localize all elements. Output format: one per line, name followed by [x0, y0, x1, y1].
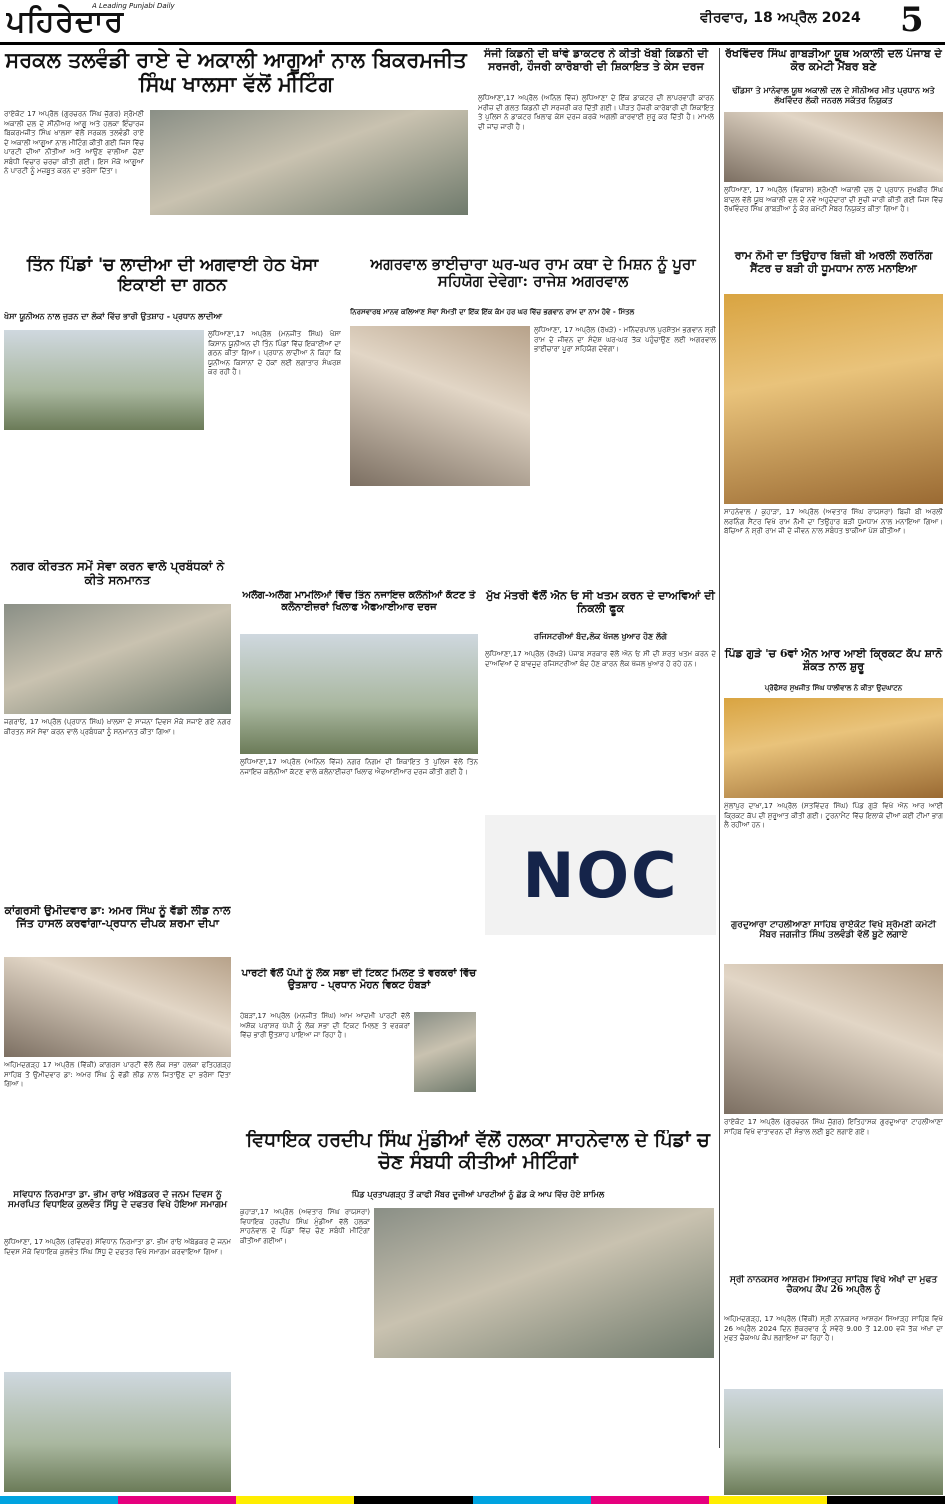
masthead-tagline: A Leading Punjabi Daily [92, 2, 175, 10]
article-a2-body: ਲੁਧਿਆਣਾ,17 ਅਪ੍ਰੈਲ (ਅਨਿਲ ਵਿੱਜ) ਲੁਧਿਆਣਾ ਦੇ ਇੱਕ ਡਾਕਟਰ ਦੀ ਲਾਪਰਵਾਹੀ ਕਾਰਨ ਮਰੀਜ਼ ਦੀ ਗਲਤ ਕਿਡਨੀ ਦੀ ਸਰਜਰੀ ਕਰ ਦਿੱਤੀ ਗਈ। ਪੀੜਤ ਹੌਜਰੀ ਕਾਰੋਬਾਰੀ ਦੀ ਸ਼ਿਕਾਇਤ ਤੇ ਪੁਲਿਸ ਨੇ ਡਾਕਟਰ ਖਿਲਾਫ ਕੇਸ ਦਰਜ ਕਰਕੇ ਅਗਲੀ ਕਾਰਵਾਈ ਸ਼ੁਰੂ ਕਰ ਦਿੱਤੀ ਹੈ। ਮਾਮਲੇ ਦੀ ਜਾਂਚ ਜਾਰੀ ਹੈ। [478, 94, 714, 131]
article-a8-headline: ਅਲੱਗ-ਅਲੱਗ ਮਾਮਲਿਆਂ ਵਿੱਚ ਤਿੰਨ ਨਜਾਇਜ਼ ਕਲੋਨੀਆਂ ਕੱਟਣ ਤੇ ਕਲੋਨਾਈਜ਼ਰਾਂ ਖਿਲਾਫ ਐਫਆਈਆਰ ਦਰਜ [242, 590, 476, 613]
article-a4-headline: ਰਾਮ ਨੌਮੀ ਦਾ ਤਿਉਹਾਰ ਬਿਜ਼ੀ ਬੀ ਅਰਲੀ ਲਰਨਿੰਗ ਸੈਂਟਰ ਚ ਬੜੀ ਹੀ ਧੂਮਧਾਮ ਨਾਲ ਮਨਾਇਆ [734, 250, 933, 275]
article-a6 [348, 256, 718, 586]
article-a9 [483, 590, 718, 1070]
article-a6-photo [350, 326, 530, 486]
article-a15-body: ਰਾਏਕੋਟ 17 ਅਪ੍ਰੈਲ (ਗੁਰਚਰਨ ਸਿੰਘ ਜੁੱਗਰ) ਇਤਿਹਾਸਕ ਗੁਰਦੁਆਰਾ ਟਾਹਲੀਆਣਾ ਸਾਹਿਬ ਵਿਖੇ ਵਾਤਾਵਰਨ ਦੀ ਸੰਭਾਲ ਲਈ ਬੂਟੇ ਲਗਾਏ ਗਏ। [724, 1118, 943, 1136]
article-a8-photo [240, 634, 478, 754]
article-a6-headline: ਅਗਰਵਾਲ ਭਾਈਚਾਰਾ ਘਰ-ਘਰ ਰਾਮ ਕਥਾ ਦੇ ਮਿਸ਼ਨ ਨੂੰ ਪੂਰਾ ਸਹਿਯੋਗ ਦੇਵੇਗਾ: ਰਾਜੇਸ਼ ਅਗਰਵਾਲ [370, 256, 696, 291]
article-a8-body: ਲੁਧਿਆਣਾ,17 ਅਪ੍ਰੈਲ (ਅਨਿਲ ਵਿੱਜ) ਨਗਰ ਨਿਗਮ ਦੀ ਸ਼ਿਕਾਇਤ ਤੇ ਪੁਲਿਸ ਵੱਲੋਂ ਤਿੰਨ ਨਜਾਇਜ਼ ਕਲੋਨੀਆਂ ਕੱਟਣ ਵਾਲੇ ਕਲੋਨਾਈਜ਼ਰਾਂ ਖਿਲਾਫ ਐਫਆਈਆਰ ਦਰਜ ਕੀਤੀ ਗਈ ਹੈ। [240, 758, 478, 776]
color-registration-bar [0, 1496, 945, 1507]
article-a15-headline: ਗੁਰਦੁਆਰਾ ਟਾਹਲੀਆਣਾ ਸਾਹਿਬ ਰਾਏਕੋਟ ਵਿਖੇ ਸ਼੍ਰੋਮਣੀ ਕਮੇਟੀ ਮੈਂਬਰ ਜਗਜੀਤ ਸਿੰਘ ਤਲਵੰਡੀ ਵੱਲੋਂ ਬੂਟੇ ਲਗਾਏ [731, 920, 936, 941]
article-a1-photo [150, 110, 468, 215]
article-a12-photo [414, 1012, 476, 1092]
article-a16-headline: ਸ੍ਰੀ ਨਾਨਕਸਰ ਆਸ਼ਰਮ ਸਿਆੜ੍ਹ ਸਾਹਿਬ ਵਿਖੇ ਅੱਖਾਂ ਦਾ ਮੁਫਤ ਚੈਕਅਪ ਕੈਂਪ 26 ਅਪ੍ਰੈਲ ਨੂੰ [729, 1275, 938, 1296]
article-a3-headline: ਰੱਖਵਿੰਦਰ ਸਿੰਘ ਗਾਬੜੀਆ ਯੂਥ ਅਕਾਲੀ ਦਲ ਪੰਜਾਬ ਦੇ ਕੋਰ ਕਮੇਟੀ ਮੈਂਬਰ ਬਣੇ [725, 48, 942, 73]
masthead [0, 0, 945, 42]
article-a2 [476, 48, 716, 253]
article-a5-body: ਲੁਧਿਆਣਾ,17 ਅਪ੍ਰੈਲ (ਮਨਜੀਤ ਸਿੰਘ) ਖੋਸਾ ਕਿਸਾਨ ਯੂਨੀਅਨ ਦੀ ਤਿੰਨ ਪਿੰਡਾਂ ਵਿੱਚ ਇਕਾਈਆਂ ਦਾ ਗਠਨ ਕੀਤਾ ਗਿਆ। ਪ੍ਰਧਾਨ ਲਾਦੀਆ ਨੇ ਕਿਹਾ ਕਿ ਯੂਨੀਅਨ ਕਿਸਾਨਾਂ ਦੇ ਹੱਕਾਂ ਲਈ ਲਗਾਤਾਰ ਸੰਘਰਸ਼ ਕਰ ਰਹੀ ਹੈ। [208, 330, 341, 376]
article-a7-photo [4, 604, 231, 714]
article-a3 [722, 48, 945, 248]
article-a10-headline: ਪਿੰਡ ਗੁੜੇ 'ਚ 6ਵਾਂ ਐਨ ਆਰ ਆਈ ਕ੍ਰਿਕਟ ਕੱਪ ਸ਼ਾਨੋ ਸ਼ੌਕਤ ਨਾਲ ਸ਼ੁਰੂ [724, 648, 943, 673]
article-a3-photo [724, 112, 943, 182]
article-a14-photo [374, 1208, 714, 1358]
article-a13-photo [4, 1372, 231, 1492]
article-a13 [0, 1190, 235, 1500]
article-a12-body: ਹੰਬੜਾਂ,17 ਅਪ੍ਰੈਲ (ਮਨਜੀਤ ਸਿੰਘ) ਆਮ ਆਦਮੀ ਪਾਰਟੀ ਵੱਲੋਂ ਅਸ਼ੋਕ ਪਰਾਸ਼ਰ ਪੱਪੀ ਨੂੰ ਲੋਕ ਸਭਾ ਦੀ ਟਿਕਟ ਮਿਲਣ ਤੇ ਵਰਕਰਾਂ ਵਿੱਚ ਭਾਰੀ ਉਤਸ਼ਾਹ ਪਾਇਆ ਜਾ ਰਿਹਾ ਹੈ। [240, 1012, 410, 1039]
article-a11-photo [4, 957, 231, 1057]
masthead-rule [0, 42, 945, 45]
column-rule [719, 48, 720, 1448]
noc-graphic: NOC [485, 815, 716, 935]
article-a1-body-cont [150, 218, 468, 252]
article-a3-body: ਲੁਧਿਆਣਾ, 17 ਅਪ੍ਰੈਲ (ਵਿਕਾਸ) ਸ਼੍ਰੋਮਣੀ ਅਕਾਲੀ ਦਲ ਦੇ ਪ੍ਰਧਾਨ ਸੁਖਬੀਰ ਸਿੰਘ ਬਾਦਲ ਵੱਲੋਂ ਯੂਥ ਅਕਾਲੀ ਦਲ ਦੇ ਨਵੇਂ ਅਹੁਦੇਦਾਰਾਂ ਦੀ ਸੂਚੀ ਜਾਰੀ ਕੀਤੀ ਗਈ ਜਿਸ ਵਿੱਚ ਰੱਖਵਿੰਦਰ ਸਿੰਘ ਗਾਬੜੀਆ ਨੂੰ ਕੋਰ ਕਮੇਟੀ ਮੈਂਬਰ ਨਿਯੁਕਤ ਕੀਤਾ ਗਿਆ ਹੈ। [724, 186, 943, 213]
article-a16-body: ਅਹਿਮਦਗੜ੍ਹ, 17 ਅਪ੍ਰੈਲ (ਵਿੱਕੀ) ਸ੍ਰੀ ਨਾਨਕਸਰ ਆਸ਼ਰਮ ਸਿਆੜ੍ਹ ਸਾਹਿਬ ਵਿਖੇ 26 ਅਪ੍ਰੈਲ 2024 ਦਿਨ ਸ਼ੁੱਕਰਵਾਰ ਨੂੰ ਸਵੇਰੇ 9.00 ਤੋਂ 12.00 ਵਜੇ ਤੱਕ ਅੱਖਾਂ ਦਾ ਮੁਫਤ ਚੈਕਅਪ ਕੈਂਪ ਲਗਾਇਆ ਜਾ ਰਿਹਾ ਹੈ। [724, 1315, 943, 1342]
article-a3-subhead: ਢੀਂਡਸਾ ਤੇ ਮਾਨੇਵਾਲ ਯੂਥ ਅਕਾਲੀ ਦਲ ਦੇ ਸੀਨੀਅਰ ਮੀਤ ਪ੍ਰਧਾਨ ਅਤੇ ਲੱਖਵਿੰਦਰ ਲੱਕੀ ਜਨਰਲ ਸਕੱਤਰ ਨਿਯੁਕਤ [732, 86, 935, 105]
article-a7 [0, 560, 235, 900]
article-a11-body: ਅਹਿਮਦਗੜ੍ਹ 17 ਅਪ੍ਰੈਲ (ਵਿੱਕੀ) ਕਾਂਗਰਸ ਪਾਰਟੀ ਵੱਲੋਂ ਲੋਕ ਸਭਾ ਹਲਕਾ ਫਤਿਹਗੜ੍ਹ ਸਾਹਿਬ ਤੋਂ ਉਮੀਦਵਾਰ ਡਾ: ਅਮਰ ਸਿੰਘ ਨੂੰ ਵੱਡੀ ਲੀਡ ਨਾਲ ਜਿਤਾਉਣ ਦਾ ਭਰੋਸਾ ਦਿੱਤਾ ਗਿਆ। [4, 1061, 231, 1088]
article-a8 [238, 590, 480, 890]
article-a9-body: ਲੁਧਿਆਣਾ,17 ਅਪ੍ਰੈਲ (ਰੱਖੜੇ) ਪੰਜਾਬ ਸਰਕਾਰ ਵੱਲੋਂ ਐਨ ਓ ਸੀ ਦੀ ਸ਼ਰਤ ਖਤਮ ਕਰਨ ਦੇ ਦਾਅਵਿਆਂ ਦੇ ਬਾਵਜੂਦ ਰਜਿਸਟਰੀਆਂ ਬੰਦ ਹੋਣ ਕਾਰਨ ਲੋਕ ਖੱਜਲ ਖੁਆਰ ਹੋ ਰਹੇ ਹਨ। [485, 650, 716, 668]
masthead-date: ਵੀਰਵਾਰ, 18 ਅਪ੍ਰੈਲ 2024 [700, 10, 861, 26]
article-a9-subhead: ਰਜਿਸਟਰੀਆਂ ਬੰਦ,ਲੋਕ ਖੱਜਲ ਖੁਆਰ ਹੋਣ ਲੱਗੇ [534, 632, 667, 641]
article-a16-photo [724, 1389, 943, 1495]
article-a14-body: ਕੁਹਾੜਾ,17 ਅਪ੍ਰੈਲ (ਅਵਤਾਰ ਸਿੰਘ ਰਾਯਸਰਾ) ਵਿਧਾਇਕ ਹਰਦੀਪ ਸਿੰਘ ਮੁੰਡੀਆਂ ਵੱਲੋਂ ਹਲਕਾ ਸਾਹਨੇਵਾਲ ਦੇ ਪਿੰਡਾਂ ਵਿੱਚ ਚੋਣ ਸਬੰਧੀ ਮੀਟਿੰਗਾਂ ਕੀਤੀਆਂ ਗਈਆਂ। [240, 1208, 370, 1245]
article-a1-body: ਰਾਏਕੋਟ 17 ਅਪ੍ਰੈਲ (ਗੁਰਚਰਨ ਸਿੰਘ ਜੁੱਗਰ) ਸ਼੍ਰੋਮਣੀ ਅਕਾਲੀ ਦਲ ਦੇ ਸੀਨੀਅਰ ਆਗੂ ਅਤੇ ਹਲਕਾ ਇੰਚਾਰਜ ਬਿਕਰਮਜੀਤ ਸਿੰਘ ਖਾਲਸਾ ਵੱਲੋਂ ਸਰਕਲ ਤਲਵੰਡੀ ਰਾਏ ਦੇ ਅਕਾਲੀ ਆਗੂਆਂ ਨਾਲ ਮੀਟਿੰਗ ਕੀਤੀ ਗਈ ਜਿਸ ਵਿੱਚ ਪਾਰਟੀ ਦੀਆਂ ਨੀਤੀਆਂ ਅਤੇ ਆਉਣ ਵਾਲੀਆਂ ਚੋਣਾਂ ਸਬੰਧੀ ਵਿਚਾਰ ਚਰਚਾ ਕੀਤੀ ਗਈ। ਇਸ ਮੌਕੇ ਆਗੂਆਂ ਨੇ ਪਾਰਟੀ ਨੂੰ ਮਜ਼ਬੂਤ ਕਰਨ ਦਾ ਭਰੋਸਾ ਦਿੱਤਾ। [4, 110, 144, 175]
article-a16 [722, 1275, 945, 1500]
article-a14-headline: ਵਿਧਾਇਕ ਹਰਦੀਪ ਸਿੰਘ ਮੁੰਡੀਆਂ ਵੱਲੋਂ ਹਲਕਾ ਸਾਹਨੇਵਾਲ ਦੇ ਪਿੰਡਾਂ ਚ ਚੋਣ ਸੰਬਧੀ ਕੀਤੀਆਂ ਮੀਟਿੰਗਾਂ [246, 1130, 710, 1173]
article-a5-photo [4, 330, 204, 430]
page-number: 5 [900, 0, 924, 40]
article-a5-subhead: ਖੋਸਾ ਯੂਨੀਅਨ ਨਾਲ ਜੁੜਨ ਦਾ ਲੋਕਾਂ ਵਿੱਚ ਭਾਰੀ ਉਤਸ਼ਾਹ - ਪ੍ਰਧਾਨ ਲਾਦੀਆ [4, 312, 223, 321]
article-a7-headline: ਨਗਰ ਕੀਰਤਨ ਸਮੇਂ ਸੇਵਾ ਕਰਨ ਵਾਲੇ ਪ੍ਰਬੰਧਕਾਂ ਨੇ ਕੀਤੇ ਸਨਮਾਨਤ [10, 560, 225, 587]
article-a7-body: ਜਗਰਾਓਂ, 17 ਅਪ੍ਰੈਲ (ਪ੍ਰਧਾਨ ਸਿੰਘ) ਖ਼ਾਲਸਾ ਦੇ ਸਾਜਨਾ ਦਿਵਸ ਮੌਕੇ ਸਜਾਏ ਗਏ ਨਗਰ ਕੀਰਤਨ ਸਮੇਂ ਸੇਵਾ ਕਰਨ ਵਾਲੇ ਪ੍ਰਬੰਧਕਾਂ ਨੂੰ ਸਨਮਾਨਤ ਕੀਤਾ ਗਿਆ। [4, 718, 231, 736]
article-a13-headline: ਸਵਿਧਾਨ ਨਿਰਮਾਤਾ ਡਾ. ਭੀਮ ਰਾਓ ਅੰਬੇਡਕਰ ਦੇ ਜਨਮ ਦਿਵਸ ਨੂੰ ਸਮਰਪਿਤ ਵਿਧਾਇਕ ਕੁਲਵੰਤ ਸਿੱਧੂ ਦੇ ਦਫਤਰ ਵਿਖੇ ਹੋਇਆ ਸਮਾਗਮ [7, 1190, 228, 1211]
article-a14 [238, 1130, 718, 1500]
article-a5-headline: ਤਿੰਨ ਪਿੰਡਾਂ 'ਚ ਲਾਦੀਆ ਦੀ ਅਗਵਾਈ ਹੇਠ ਖੋਸਾ ਇਕਾਈ ਦਾ ਗਠਨ [26, 256, 319, 295]
article-a13-body: ਲੁਧਿਆਣਾ, 17 ਅਪ੍ਰੈਲ (ਰਵਿੰਦਰ) ਸੰਵਿਧਾਨ ਨਿਰਮਾਤਾ ਡਾ. ਭੀਮ ਰਾਓ ਅੰਬੇਡਕਰ ਦੇ ਜਨਮ ਦਿਵਸ ਮੌਕੇ ਵਿਧਾਇਕ ਕੁਲਵੰਤ ਸਿੰਘ ਸਿੱਧੂ ਦੇ ਦਫਤਰ ਵਿਖੇ ਸਮਾਗਮ ਕਰਵਾਇਆ ਗਿਆ। [4, 1238, 231, 1256]
article-a10-photo [724, 698, 943, 798]
article-a14-body-cont [374, 1362, 714, 1490]
article-a11-headline: ਕਾਂਗਰਸੀ ਉਮੀਦਵਾਰ ਡਾ: ਅਮਰ ਸਿੰਘ ਨੂੰ ਵੱਡੀ ਲੀਡ ਨਾਲ ਜਿੱਤ ਹਾਸਲ ਕਰਵਾਂਗਾ-ਪ੍ਰਧਾਨ ਦੀਪਕ ਸ਼ਰਮਾ ਦੀਪਾ [4, 905, 231, 930]
article-a1 [0, 48, 472, 253]
article-a6-body: ਲੁਧਿਆਣਾ, 17 ਅਪ੍ਰੈਲ (ਰੱਖੜੇ) - ਮਨਿੰਦਰਪਾਲ ਪੁਰਸ਼ੋਤਮ ਭਗਵਾਨ ਸ਼੍ਰੀ ਰਾਮ ਦੇ ਜੀਵਨ ਦਾ ਸੰਦੇਸ਼ ਘਰ-ਘਰ ਤੱਕ ਪਹੁੰਚਾਉਣ ਲਈ ਅਗਰਵਾਲ ਭਾਈਚਾਰਾ ਪੂਰਾ ਸਹਿਯੋਗ ਦੇਵੇਗਾ। [534, 326, 716, 353]
article-a5 [0, 256, 345, 556]
article-a14-subhead: ਪਿੰਡ ਪ੍ਰਤਾਪਗੜ੍ਹ ਤੋਂ ਕਾਫੀ ਮੈਂਬਰ ਦੂਜੀਆਂ ਪਾਰਟੀਆਂ ਨੂੰ ਛੱਡ ਕੇ ਆਪ ਵਿੱਚ ਹੋਏ ਸ਼ਾਮਿਲ [351, 1190, 605, 1199]
article-a4 [722, 250, 945, 645]
masthead-title: ਪਹਿਰੇਦਾਰ [6, 4, 125, 39]
article-a12 [238, 968, 480, 1128]
article-a1-headline: ਸਰਕਲ ਤਲਵੰਡੀ ਰਾਏ ਦੇ ਅਕਾਲੀ ਆਗੂਆਂ ਨਾਲ ਬਿਕਰਮਜੀਤ ਸਿੰਘ ਖਾਲਸਾ ਵੱਲੋਂ ਮੀਟਿੰਗ [5, 48, 467, 97]
article-a10 [722, 648, 945, 918]
article-a10-body: ਮੁੱਲਾਂਪੁਰ ਦਾਖਾ,17 ਅਪ੍ਰੈਲ (ਸਤਵਿੰਦਰ ਸਿੰਘ) ਪਿੰਡ ਗੁੜੇ ਵਿਖੇ ਐਨ ਆਰ ਆਈ ਕ੍ਰਿਕਟ ਕੱਪ ਦੀ ਸ਼ੁਰੂਆਤ ਕੀਤੀ ਗਈ। ਟੂਰਨਾਮੈਂਟ ਵਿੱਚ ਇਲਾਕੇ ਦੀਆਂ ਕਈ ਟੀਮਾਂ ਭਾਗ ਲੈ ਰਹੀਆਂ ਹਨ। [724, 802, 943, 829]
article-a6-subhead: ਨਿਰਸਵਾਰਥ ਮਾਨਵ ਕਲਿਆਣ ਸੇਵਾ ਸੰਮਤੀ ਦਾ ਇੱਕ ਇੱਕ ਕੰਮ ਹਰ ਘਰ ਵਿੱਚ ਭਗਵਾਨ ਰਾਮ ਦਾ ਨਾਮ ਹੋਵੇ - ਮਿੱਤਲ [350, 308, 635, 316]
article-a12-headline: ਪਾਰਟੀ ਵੱਲੋਂ ਪੱਪੀ ਨੂੰ ਲੋਕ ਸਭਾ ਦੀ ਟਿਕਟ ਮਿਲਣ ਤੇ ਵਰਕਰਾਂ ਵਿੱਚ ਉਤਸ਼ਾਹ - ਪ੍ਰਧਾਨ ਮੋਹਨ ਵਿਕਟ ਹੰਬੜਾਂ [241, 968, 477, 991]
article-a10-subhead: ਪ੍ਰੋਫੈਸਰ ਸੁਖਜੀਤ ਸਿੰਘ ਧਾਲੀਵਾਲ ਨੇ ਕੀਤਾ ਉਦਘਾਟਨ [764, 684, 903, 692]
article-a2-headline: ਸੰਜੀ ਕਿਡਨੀ ਦੀ ਥਾਂਵੇ ਡਾਕਟਰ ਨੇ ਕੀਤੀ ਖੱਬੀ ਕਿਡਨੀ ਦੀ ਸਰਜਰੀ, ਹੌਜਰੀ ਕਾਰੋਬਾਰੀ ਦੀ ਸ਼ਿਕਾਇਤ ਤੇ ਕੇਸ ਦਰਜ [483, 48, 709, 73]
article-a15 [722, 920, 945, 1270]
article-a15-photo [724, 964, 943, 1114]
article-a9-body-cont [485, 940, 716, 1065]
article-a4-photo [724, 294, 943, 504]
article-a9-headline: ਮੁੱਖ ਮੰਤਰੀ ਵੱਲੋਂ ਐਨ ਓ ਸੀ ਖਤਮ ਕਰਨ ਦੇ ਦਾਅਵਿਆਂ ਦੀ ਨਿਕਲੀ ਫੂਕ [486, 590, 715, 615]
article-a4-body: ਸਾਹਨੇਵਾਲ / ਕੁਹਾੜਾ, 17 ਅਪ੍ਰੈਲ (ਅਵਤਾਰ ਸਿੰਘ ਰਾਯਸਰਾ) ਬਿਜ਼ੀ ਬੀ ਅਰਲੀ ਲਰਨਿੰਗ ਸੈਂਟਰ ਵਿਖੇ ਰਾਮ ਨੌਮੀ ਦਾ ਤਿਉਹਾਰ ਬੜੀ ਧੂਮਧਾਮ ਨਾਲ ਮਨਾਇਆ ਗਿਆ। ਬੱਚਿਆਂ ਨੇ ਸ਼੍ਰੀ ਰਾਮ ਜੀ ਦੇ ਜੀਵਨ ਨਾਲ ਸਬੰਧਤ ਝਾਕੀਆਂ ਪੇਸ਼ ਕੀਤੀਆਂ। [724, 508, 943, 535]
article-a11 [0, 905, 235, 1185]
